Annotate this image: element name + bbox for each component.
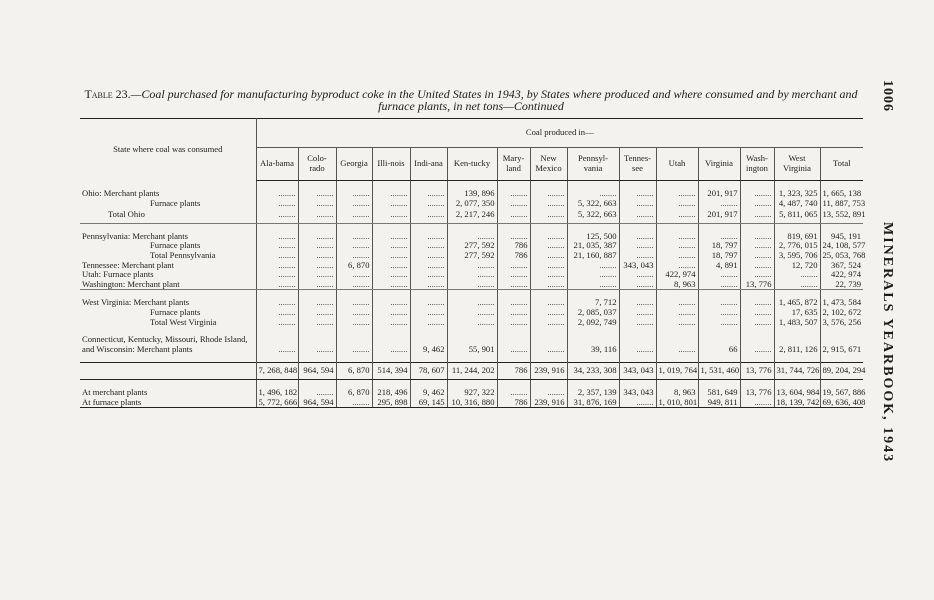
column-header: Total [820, 148, 863, 181]
table-number: Table 23. [84, 87, 131, 101]
table-cell: 9, 462 [410, 335, 447, 354]
column-header: Wash-ington [740, 148, 774, 181]
table-cell: ........ [656, 232, 698, 242]
table-cell: ........ [656, 241, 698, 251]
table-cell: ........ [740, 199, 774, 209]
table-cell: ........ [698, 270, 740, 280]
column-header: Ken-tucky [447, 148, 497, 181]
table-cell: ........ [497, 308, 530, 318]
table-cell: 18, 797 [698, 241, 740, 251]
table-cell: 964, 594 [298, 398, 336, 408]
table-cell: 18, 797 [698, 251, 740, 261]
table-cell: ........ [619, 251, 656, 261]
running-title: MINERALS YEARBOOK, 1943 [880, 222, 895, 464]
table-cell: ........ [698, 308, 740, 318]
table-cell: ........ [256, 261, 298, 271]
table-cell: 6, 870 [336, 261, 372, 271]
table-cell: ........ [497, 318, 530, 328]
table-row [80, 335, 863, 354]
table-cell: ........ [256, 270, 298, 280]
table-cell: ........ [530, 318, 567, 328]
table-cell: 13, 604, 984 [774, 388, 820, 398]
table-row [80, 318, 863, 328]
table-cell: ........ [530, 308, 567, 318]
table-cell: 1, 531, 460 [698, 363, 740, 380]
table-cell: 4, 487, 740 [774, 199, 820, 209]
row-label: Pennsylvania: Merchant plants [82, 231, 188, 241]
table-cell: ........ [372, 298, 410, 308]
table-cell: 8, 963 [656, 388, 698, 398]
row-label: Utah: Furnace plants [82, 270, 154, 280]
table-cell: ........ [410, 308, 447, 318]
column-header: Tennes-see [619, 148, 656, 181]
table-cell: ........ [698, 298, 740, 308]
table-cell: 367, 524 [820, 261, 863, 271]
table-cell: ........ [372, 270, 410, 280]
table-cell: ........ [256, 199, 298, 209]
table-cell: ........ [298, 308, 336, 318]
column-header: Indi-ana [410, 148, 447, 181]
table-cell: ........ [447, 318, 497, 328]
table-cell: 18, 139, 742 [774, 398, 820, 408]
table-cell: 239, 916 [530, 398, 567, 408]
table-cell: ........ [410, 298, 447, 308]
table-cell: 239, 916 [530, 363, 567, 380]
table-cell: ........ [336, 241, 372, 251]
table-cell: 13, 552, 891 [820, 208, 863, 223]
table-cell: 2, 915, 671 [820, 335, 863, 354]
table-cell: ........ [298, 388, 336, 398]
table-cell: 21, 035, 387 [567, 241, 619, 251]
table-cell: ........ [372, 261, 410, 271]
table-cell: ........ [740, 318, 774, 328]
table-cell: ........ [298, 270, 336, 280]
table-cell: ........ [774, 280, 820, 290]
table-cell: ........ [619, 308, 656, 318]
table-cell: ........ [740, 270, 774, 280]
table-cell: 11, 887, 753 [820, 199, 863, 209]
column-header: New Mexico [530, 148, 567, 181]
column-header: Mary-land [497, 148, 530, 181]
table-cell: ........ [619, 318, 656, 328]
table-cell: ........ [619, 232, 656, 242]
table-cell: ........ [740, 398, 774, 408]
table-cell: ........ [410, 232, 447, 242]
table-cell: 2, 077, 350 [447, 199, 497, 209]
table-row [80, 280, 863, 290]
table-cell: ........ [298, 251, 336, 261]
table-cell: 945, 191 [820, 232, 863, 242]
table-cell: 31, 744, 726 [774, 363, 820, 380]
table-cell: 819, 691 [774, 232, 820, 242]
column-header: Virginia [698, 148, 740, 181]
table-cell: 89, 204, 294 [820, 363, 863, 380]
table-cell: 34, 233, 308 [567, 363, 619, 380]
table-cell: ........ [372, 251, 410, 261]
row-label: Tennessee: Merchant plant [82, 260, 174, 270]
table-cell: ........ [530, 388, 567, 398]
table-cell: ........ [336, 280, 372, 290]
table-cell: ........ [740, 251, 774, 261]
table-cell: 343, 043 [619, 363, 656, 380]
table-cell: 5, 772, 666 [256, 398, 298, 408]
table-row [80, 298, 863, 308]
table-cell: 13, 776 [740, 280, 774, 290]
table-cell: 277, 592 [447, 241, 497, 251]
table-cell: 17, 635 [774, 308, 820, 318]
table-cell: ........ [567, 270, 619, 280]
table-cell: ........ [372, 308, 410, 318]
table-cell: 1, 019, 764 [656, 363, 698, 380]
table-cell: ........ [256, 251, 298, 261]
table-cell: ........ [298, 261, 336, 271]
table-cell: ........ [530, 280, 567, 290]
table-cell: ........ [497, 232, 530, 242]
table-cell: 1, 010, 801 [656, 398, 698, 408]
table-row [80, 261, 863, 271]
table-cell: 514, 394 [372, 363, 410, 380]
table-cell: ........ [530, 270, 567, 280]
row-label: Total West Virginia [150, 317, 217, 327]
table-cell: 6, 870 [336, 388, 372, 398]
table-cell: ........ [410, 208, 447, 223]
table-cell: ........ [447, 308, 497, 318]
table-cell: ........ [447, 298, 497, 308]
table-cell: 295, 898 [372, 398, 410, 408]
table-cell: ........ [740, 232, 774, 242]
column-header: Pennsyl-vania [567, 148, 619, 181]
table-cell: ........ [410, 251, 447, 261]
table-cell: ........ [336, 318, 372, 328]
row-label: Total Ohio [80, 208, 256, 223]
table-cell: 22, 739 [820, 280, 863, 290]
table-cell: 2, 811, 126 [774, 335, 820, 354]
table-cell: ........ [497, 199, 530, 209]
table-cell: 10, 316, 880 [447, 398, 497, 408]
table-cell: ........ [567, 261, 619, 271]
table-cell: 786 [497, 251, 530, 261]
table-cell: ........ [530, 261, 567, 271]
table-cell: ........ [372, 280, 410, 290]
table-cell: ........ [298, 318, 336, 328]
caption-text: —Coal purchased for manufacturing byproduct coke in the United States in 1943, by States where produced and where consumed and by merchant and furnace plants, in net tons [130, 87, 858, 113]
table-cell: ........ [256, 280, 298, 290]
row-label: Connecticut, Kentucky, Missouri, Rhode Island, and Wisconsin: Merchant plants [82, 335, 248, 354]
table-cell: ........ [372, 335, 410, 354]
table-cell: ........ [497, 388, 530, 398]
table-cell: ........ [256, 318, 298, 328]
table-cell: 422, 974 [820, 270, 863, 280]
table-cell: ........ [740, 308, 774, 318]
table-cell: ........ [619, 398, 656, 408]
table-cell: ........ [530, 232, 567, 242]
table-cell: 55, 901 [447, 335, 497, 354]
table-cell: ........ [256, 189, 298, 199]
table-cell: 343, 043 [619, 261, 656, 271]
spacer-row [80, 223, 863, 232]
table-cell: ........ [256, 241, 298, 251]
table-cell: ........ [372, 241, 410, 251]
table-cell: 25, 053, 768 [820, 251, 863, 261]
table-cell: 3, 576, 256 [820, 318, 863, 328]
table-cell: 7, 712 [567, 298, 619, 308]
table-cell: ........ [619, 335, 656, 354]
table-cell: ........ [336, 232, 372, 242]
table-cell: ........ [774, 270, 820, 280]
table-cell: ........ [497, 280, 530, 290]
table-cell: ........ [256, 335, 298, 354]
row-label: Washington: Merchant plant [80, 280, 256, 290]
table-cell: 139, 896 [447, 189, 497, 199]
table-cell: 1, 665, 138 [820, 189, 863, 199]
spacer-row [80, 327, 863, 335]
table-cell: 4, 891 [698, 261, 740, 271]
table-cell: ........ [656, 199, 698, 209]
table-cell: ........ [619, 189, 656, 199]
table-cell: ........ [298, 241, 336, 251]
table-cell: 2, 357, 139 [567, 388, 619, 398]
table-cell: 9, 462 [410, 388, 447, 398]
table-cell: ........ [447, 261, 497, 271]
table-row [80, 398, 863, 408]
table-row [80, 251, 863, 261]
table-cell: 39, 116 [567, 335, 619, 354]
table-cell: ........ [372, 318, 410, 328]
table-cell: ........ [740, 298, 774, 308]
spacer-row [80, 354, 863, 363]
table-cell: ........ [497, 189, 530, 199]
table-cell: 343, 043 [619, 388, 656, 398]
row-label: Total Pennsylvania [150, 250, 216, 260]
table-cell: 31, 876, 169 [567, 398, 619, 408]
caption-continued: —Continued [503, 99, 564, 113]
table-cell: ........ [740, 261, 774, 271]
table-cell: ........ [619, 241, 656, 251]
table-cell: 1, 473, 584 [820, 298, 863, 308]
table-cell: ........ [298, 298, 336, 308]
table-cell: ........ [698, 280, 740, 290]
table-cell: ........ [372, 232, 410, 242]
column-header: Utah [656, 148, 698, 181]
table-cell: 581, 649 [698, 388, 740, 398]
table-cell: 19, 567, 886 [820, 388, 863, 398]
table-cell: 5, 811, 065 [774, 208, 820, 223]
table-cell: ........ [336, 308, 372, 318]
table-cell: ........ [497, 270, 530, 280]
table-cell: 21, 160, 887 [567, 251, 619, 261]
table-cell: ........ [410, 318, 447, 328]
table-cell: 125, 500 [567, 232, 619, 242]
table-cell: ........ [698, 199, 740, 209]
row-label: Ohio: Merchant plants [82, 189, 160, 198]
table-cell: 78, 607 [410, 363, 447, 380]
table-cell: ........ [740, 241, 774, 251]
group-header: Coal produced in— [256, 119, 863, 148]
table-cell: ........ [698, 232, 740, 242]
table-cell: 6, 870 [336, 363, 372, 380]
table-cell: ........ [497, 208, 530, 223]
table-cell: ........ [740, 335, 774, 354]
table-cell: 13, 776 [740, 388, 774, 398]
table-caption [80, 88, 862, 112]
table-cell: ........ [410, 199, 447, 209]
table-cell: ........ [656, 251, 698, 261]
table-cell: ........ [530, 241, 567, 251]
running-head [862, 80, 902, 464]
row-label: Furnace plants [150, 198, 201, 208]
table-cell: 786 [497, 398, 530, 408]
table-cell: ........ [530, 199, 567, 209]
table-cell: ........ [619, 298, 656, 308]
table-cell: ........ [336, 251, 372, 261]
table-cell: 5, 322, 663 [567, 199, 619, 209]
table-cell: 2, 102, 672 [820, 308, 863, 318]
table-cell: ........ [567, 280, 619, 290]
table-cell: ........ [256, 308, 298, 318]
table-cell: 422, 974 [656, 270, 698, 280]
table-cell: 201, 917 [698, 189, 740, 199]
table-cell: ........ [336, 270, 372, 280]
table-cell: ........ [336, 398, 372, 408]
table-cell: ........ [497, 335, 530, 354]
table-cell: ........ [298, 335, 336, 354]
table-cell: 13, 776 [740, 363, 774, 380]
column-header: Georgia [336, 148, 372, 181]
page-number: 1006 [880, 80, 895, 112]
table-row [80, 308, 863, 318]
table-cell: ........ [410, 241, 447, 251]
table-cell: ........ [619, 270, 656, 280]
table-cell: ........ [656, 261, 698, 271]
table-cell: ........ [447, 280, 497, 290]
table-cell: 1, 323, 325 [774, 189, 820, 199]
table-cell: ........ [530, 251, 567, 261]
row-label: At merchant plants [82, 387, 148, 397]
table-cell: 786 [497, 241, 530, 251]
table-cell: ........ [497, 298, 530, 308]
table-cell: 8, 963 [656, 280, 698, 290]
table-cell: ........ [530, 335, 567, 354]
spacer-row [80, 290, 863, 299]
table-cell: ........ [656, 335, 698, 354]
table-cell: ........ [656, 318, 698, 328]
table-cell: 24, 108, 577 [820, 241, 863, 251]
table-cell: ........ [530, 298, 567, 308]
table-cell: ........ [336, 199, 372, 209]
data-table-wrapper [80, 118, 866, 408]
row-label [80, 363, 256, 380]
table-cell: 927, 322 [447, 388, 497, 398]
coal-table [80, 118, 866, 408]
table-cell: ........ [372, 208, 410, 223]
table-cell: ........ [336, 298, 372, 308]
table-cell: 2, 085, 037 [567, 308, 619, 318]
table-cell: ........ [656, 189, 698, 199]
table-cell: ........ [336, 335, 372, 354]
table-cell: ........ [619, 208, 656, 223]
table-cell: ........ [410, 270, 447, 280]
table-cell: 2, 217, 246 [447, 208, 497, 223]
table-cell: 2, 092, 749 [567, 318, 619, 328]
column-header: Ala-bama [256, 148, 298, 181]
table-cell: ........ [656, 298, 698, 308]
table-cell: ........ [256, 208, 298, 223]
table-cell: ........ [447, 232, 497, 242]
table-cell: 69, 636, 408 [820, 398, 863, 408]
table-cell: ........ [567, 189, 619, 199]
row-label: Furnace plants [150, 307, 201, 317]
table-cell: ........ [619, 280, 656, 290]
table-cell: 1, 496, 182 [256, 388, 298, 398]
table-cell: ........ [447, 270, 497, 280]
table-cell: 949, 811 [698, 398, 740, 408]
table-row [80, 199, 863, 209]
table-cell: ........ [619, 199, 656, 209]
column-header: Colo-rado [298, 148, 336, 181]
table-cell: ........ [298, 208, 336, 223]
table-cell: ........ [530, 208, 567, 223]
table-cell: 5, 322, 663 [567, 208, 619, 223]
table-row [80, 363, 863, 380]
row-label: At furnace plants [80, 398, 256, 408]
table-cell: ........ [740, 208, 774, 223]
table-cell: ........ [656, 308, 698, 318]
row-label: Furnace plants [150, 241, 201, 251]
row-label: West Virginia: Merchant plants [82, 298, 190, 308]
table-cell: ........ [497, 261, 530, 271]
table-cell: ........ [298, 189, 336, 199]
column-header: West Virginia [774, 148, 820, 181]
table-cell: ........ [336, 189, 372, 199]
table-cell: ........ [298, 232, 336, 242]
table-cell: 2, 776, 015 [774, 241, 820, 251]
table-cell: ........ [410, 280, 447, 290]
table-cell: ........ [256, 232, 298, 242]
table-cell: 11, 244, 202 [447, 363, 497, 380]
state-header: State where coal was consumed [113, 143, 223, 154]
table-cell: 66 [698, 335, 740, 354]
table-cell: 3, 595, 706 [774, 251, 820, 261]
table-cell: ........ [372, 199, 410, 209]
table-cell: ........ [298, 199, 336, 209]
table-cell: ........ [740, 189, 774, 199]
table-cell: 1, 483, 507 [774, 318, 820, 328]
table-cell: 7, 268, 848 [256, 363, 298, 380]
table-cell: ........ [656, 208, 698, 223]
table-cell: 69, 145 [410, 398, 447, 408]
column-header: Illi-nois [372, 148, 410, 181]
table-cell: 12, 720 [774, 261, 820, 271]
table-cell: ........ [410, 261, 447, 271]
table-cell: 786 [497, 363, 530, 380]
table-row [80, 208, 863, 223]
table-cell: ........ [530, 189, 567, 199]
table-cell: ........ [698, 318, 740, 328]
table-cell: 277, 592 [447, 251, 497, 261]
table-cell: ........ [410, 189, 447, 199]
table-cell: ........ [298, 280, 336, 290]
table-cell: ........ [256, 298, 298, 308]
table-cell: 218, 496 [372, 388, 410, 398]
table-cell: 201, 917 [698, 208, 740, 223]
table-cell: ........ [372, 189, 410, 199]
table-cell: ........ [336, 208, 372, 223]
table-cell: 1, 465, 872 [774, 298, 820, 308]
table-cell: 964, 594 [298, 363, 336, 380]
